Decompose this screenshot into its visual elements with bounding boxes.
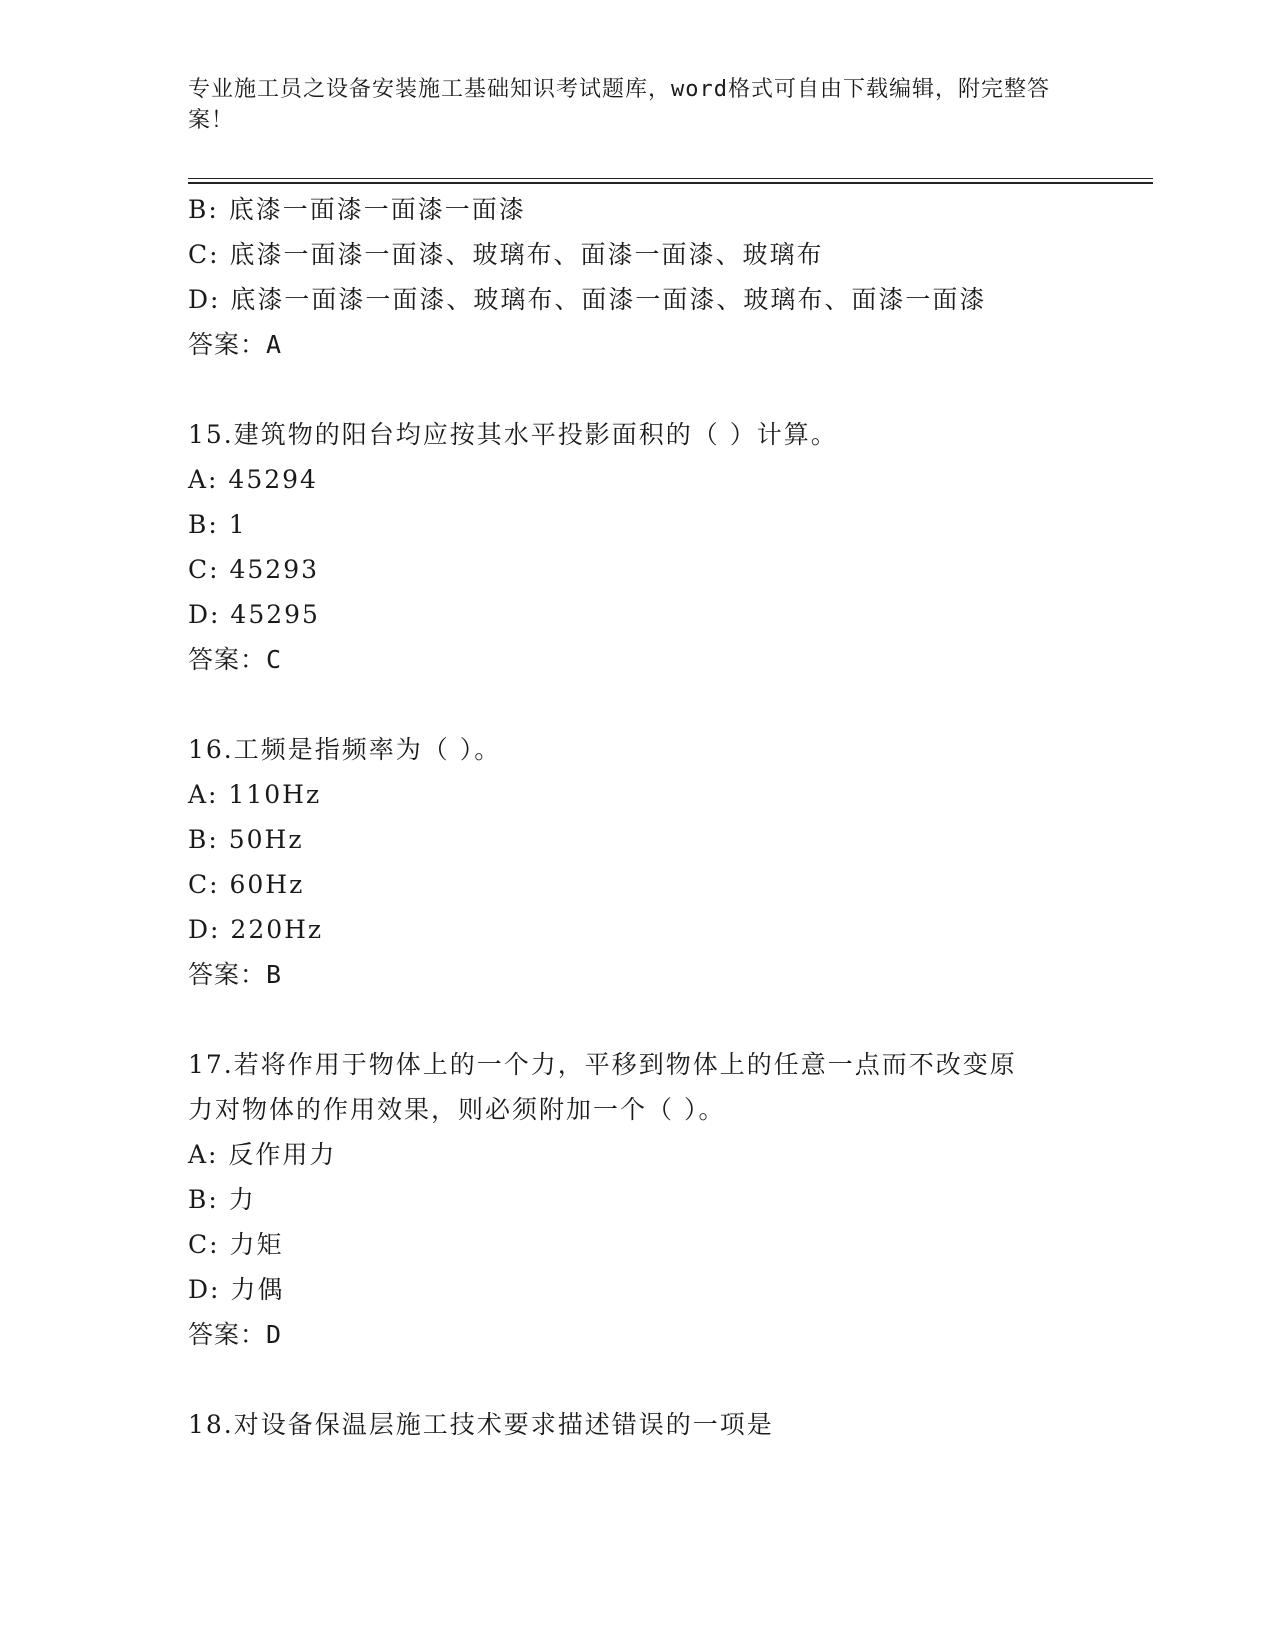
option-d: D: 45295 — [188, 600, 320, 629]
option-a: A: 反作用力 — [188, 1140, 337, 1169]
option-b: B: 力 — [188, 1185, 256, 1214]
document-header: 专业施工员之设备安装施工基础知识考试题库，word格式可自由下载编辑，附完整答案！ — [188, 77, 1050, 133]
answer: 答案：D — [188, 1320, 283, 1349]
answer: 答案：B — [188, 960, 283, 989]
option-d: D: 底漆一面漆一面漆、玻璃布、面漆一面漆、玻璃布、面漆一面漆 — [188, 285, 987, 314]
header-rule-thin — [188, 178, 1153, 179]
header-rule-thick — [188, 182, 1153, 184]
option-b: B: 1 — [188, 510, 247, 539]
answer: 答案：C — [188, 645, 283, 674]
option-c: C: 60Hz — [188, 870, 305, 899]
option-b: B: 底漆一面漆一面漆一面漆 — [188, 195, 526, 224]
option-c: C: 力矩 — [188, 1230, 284, 1259]
option-a: A: 110Hz — [188, 780, 322, 809]
option-c: C: 底漆一面漆一面漆、玻璃布、面漆一面漆、玻璃布 — [188, 240, 824, 269]
question-stem: 18.对设备保温层施工技术要求描述错误的一项是 — [188, 1410, 774, 1439]
option-b: B: 50Hz — [188, 825, 304, 854]
option-a: A: 45294 — [188, 465, 318, 494]
question-stem: 17.若将作用于物体上的一个力，平移到物体上的任意一点而不改变原 — [188, 1050, 1017, 1079]
option-d: D: 力偶 — [188, 1275, 285, 1304]
answer: 答案：A — [188, 330, 283, 359]
option-d: D: 220Hz — [188, 915, 324, 944]
question-stem: 15.建筑物的阳台均应按其水平投影面积的（ ）计算。 — [188, 420, 838, 449]
question-stem-continued: 力对物体的作用效果，则必须附加一个（ ）。 — [188, 1095, 726, 1124]
question-stem: 16.工频是指频率为（ ）。 — [188, 735, 502, 764]
option-c: C: 45293 — [188, 555, 320, 584]
